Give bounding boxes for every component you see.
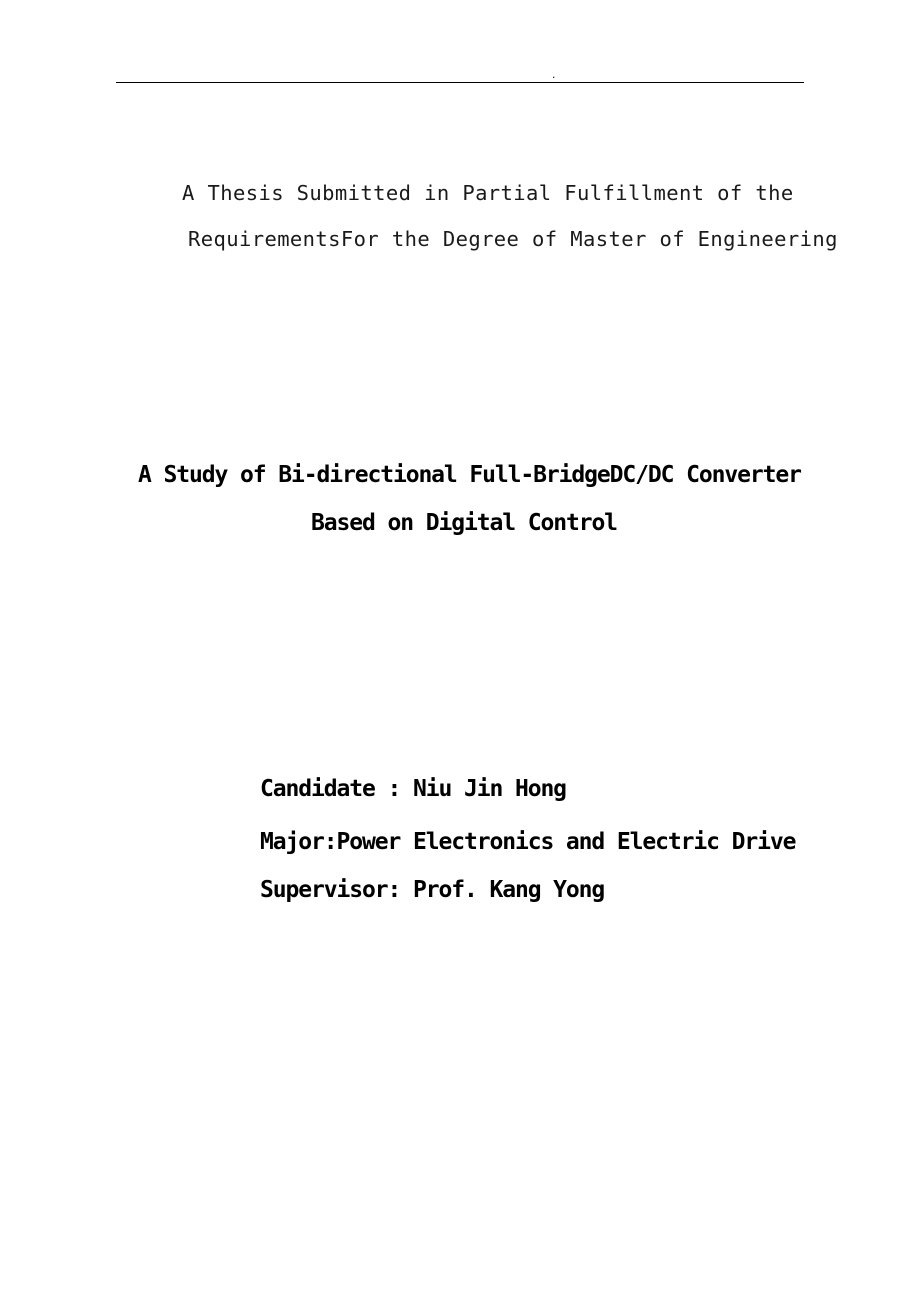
major-line: Major:Power Electronics and Electric Drive: [260, 829, 796, 855]
thesis-title-line-1: A Study of Bi-directional Full-BridgeDC/DC Converter: [138, 462, 801, 488]
header-mark: .: [551, 71, 557, 81]
supervisor-line: Supervisor: Prof. Kang Yong: [260, 877, 605, 903]
submission-statement-line-1: A Thesis Submitted in Partial Fulfillment of the: [182, 181, 794, 205]
candidate-line: Candidate : Niu Jin Hong: [260, 776, 566, 802]
header-rule: [116, 82, 804, 83]
thesis-title-line-2: Based on Digital Control: [311, 510, 617, 536]
submission-statement-line-2: RequirementsFor the Degree of Master of Engineering: [188, 227, 838, 251]
